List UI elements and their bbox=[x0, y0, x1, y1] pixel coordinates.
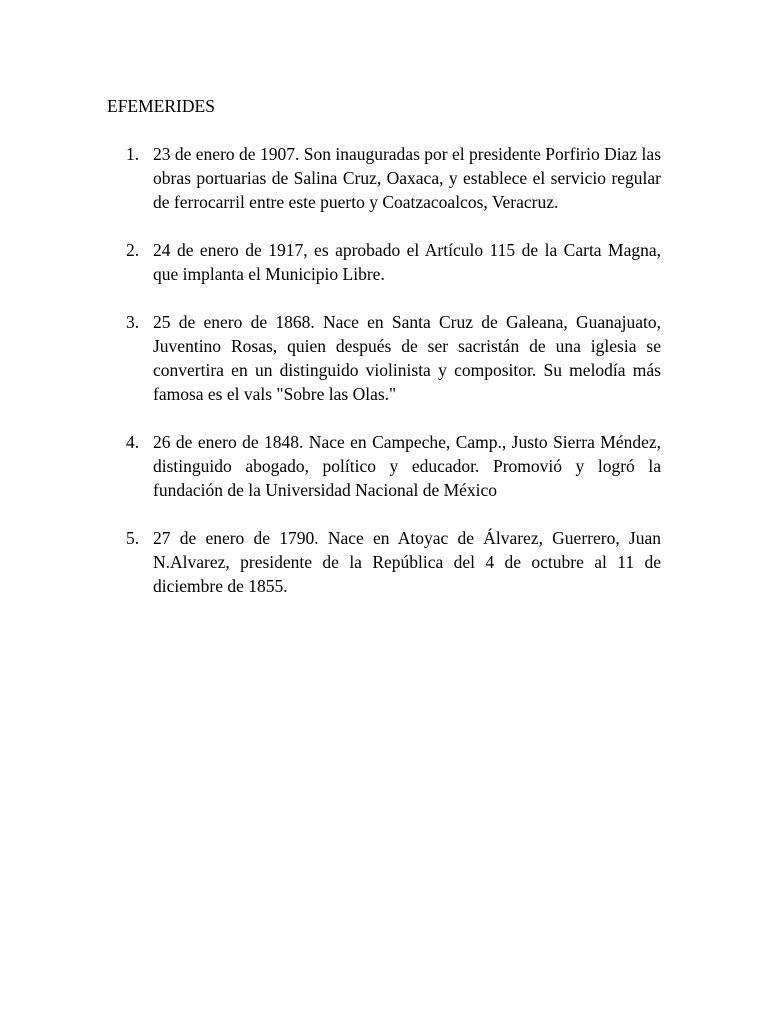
list-item bbox=[126, 430, 661, 502]
list-item bbox=[126, 310, 661, 406]
list-item bbox=[126, 142, 661, 214]
list-item-text: 27 de enero de 1790. Nace en Atoyac de Álvarez, Guerrero, Juan N.Alvarez, presidente de la República del 4 de octubre al 11 de diciembre de 1855. bbox=[153, 528, 661, 596]
list-item-number: 1. bbox=[126, 144, 140, 164]
list-item bbox=[126, 526, 661, 598]
list-item-text: 26 de enero de 1848. Nace en Campeche, Camp., Justo Sierra Méndez, distinguido abogado, político y educador. Promovió y logró la fundación de la Universidad Nacional de México bbox=[153, 432, 661, 500]
efemerides-list bbox=[126, 142, 661, 622]
list-item-text: 24 de enero de 1917, es aprobado el Artículo 115 de la Carta Magna, que implanta el Municipio Libre. bbox=[153, 240, 661, 284]
list-item-number: 5. bbox=[126, 528, 140, 548]
list-item-number: 4. bbox=[126, 432, 140, 452]
document-title: EFEMERIDES bbox=[107, 96, 215, 116]
list-item-text: 23 de enero de 1907. Son inauguradas por el presidente Porfirio Diaz las obras portuarias de Salina Cruz, Oaxaca, y establece el servicio regular de ferrocarril entre este puerto y Coatzacoalcos, Veracruz. bbox=[153, 144, 661, 212]
list-item-number: 3. bbox=[126, 312, 140, 332]
list-item-number: 2. bbox=[126, 240, 140, 260]
list-item-text: 25 de enero de 1868. Nace en Santa Cruz de Galeana, Guanajuato, Juventino Rosas, quien después de ser sacristán de una iglesia se convertira en un distinguido violinista y compositor. Su melodía más famosa es el vals "Sobre las Olas." bbox=[153, 312, 661, 404]
list-item bbox=[126, 238, 661, 286]
